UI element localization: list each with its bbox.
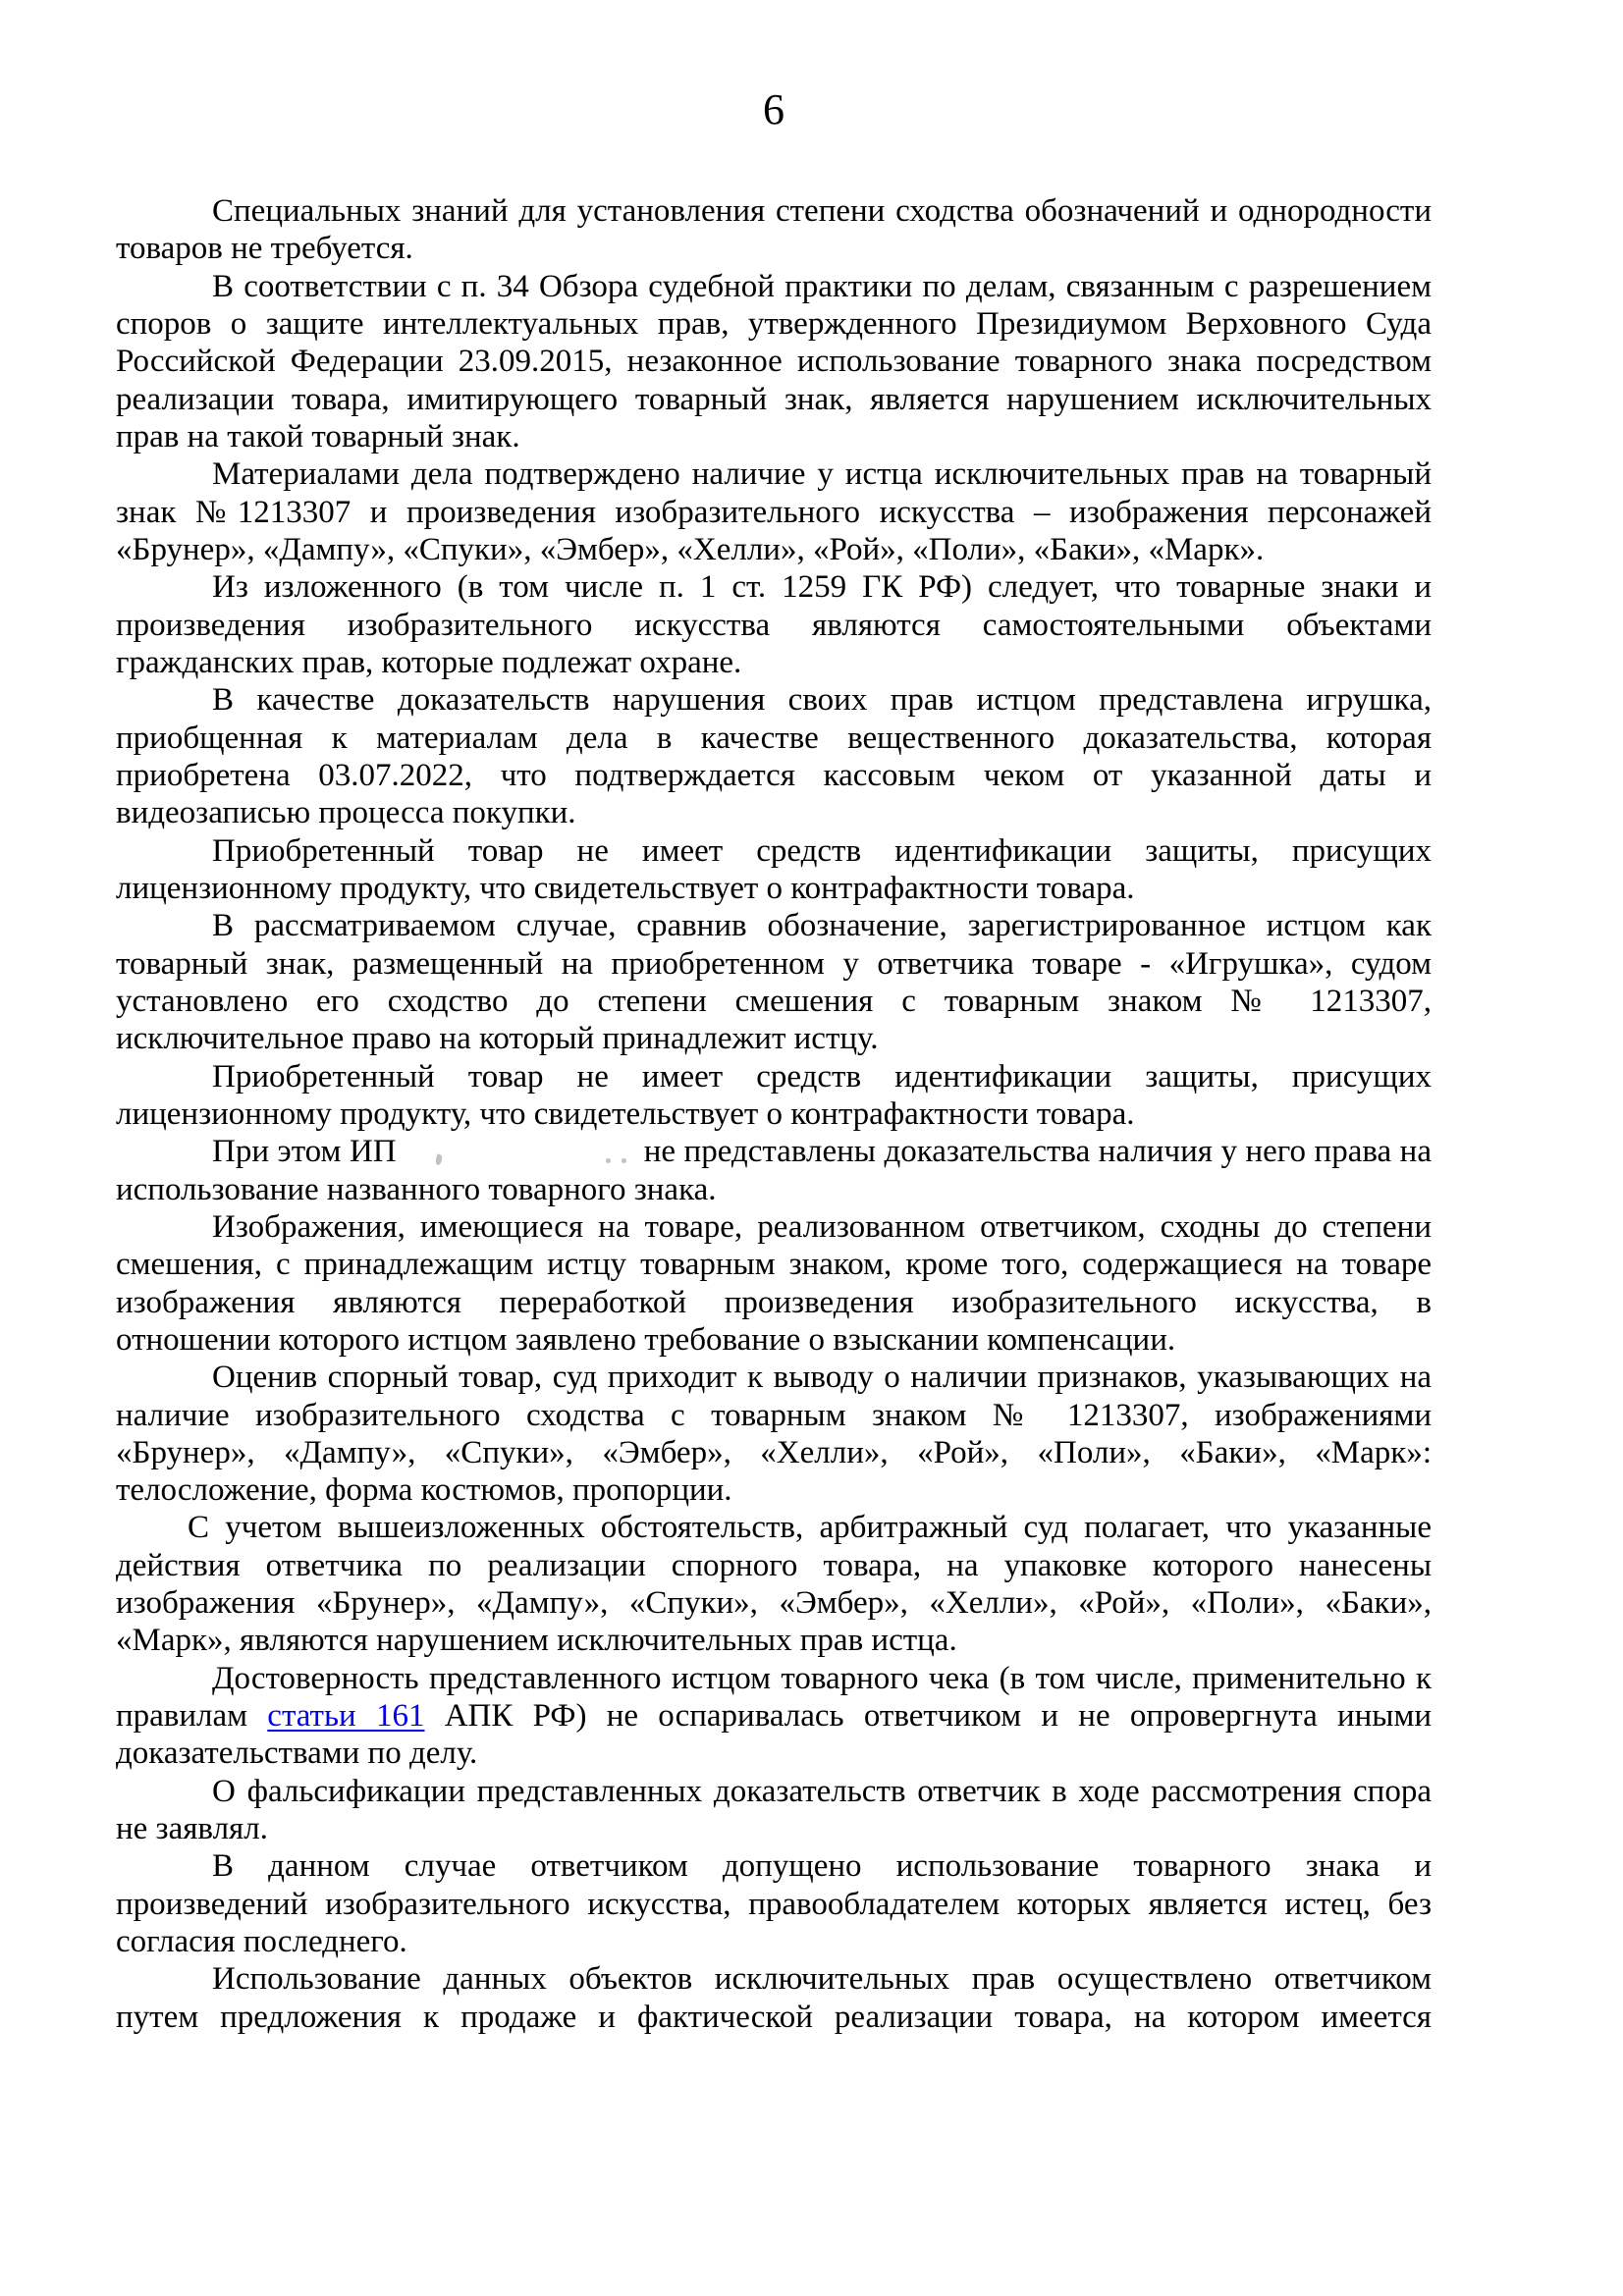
text-line: приобщенная к материалам дела в качестве вещественного доказательства, которая [116, 720, 1432, 756]
paragraph [116, 1133, 1432, 1208]
paragraph [116, 1773, 1432, 1848]
paragraph [116, 1960, 1432, 2036]
text-line: реализации товара, имитирующего товарный знак, является нарушением исключительных [116, 381, 1432, 417]
text-line: споров о защите интеллектуальных прав, утвержденного Президиумом Верховного Суда [116, 305, 1432, 342]
text-line: В рассматриваемом случае, сравнив обозначение, зарегистрированное истцом как [212, 908, 1432, 944]
text-line: наличие изобразительного сходства с товарным знаком № 1213307, изображениями [116, 1397, 1432, 1433]
text-line: изображения являются переработкой произведения изобразительного искусства, в [116, 1284, 1432, 1320]
text-line: изображения «Брунер», «Дампу», «Спуки», «Эмбер», «Хелли», «Рой», «Поли», «Баки», [116, 1585, 1432, 1622]
text-line: приобретена 03.07.2022, что подтверждается кассовым чеком от указанной даты и [116, 757, 1432, 793]
text-line: исключительное право на который принадлежит истцу. [116, 1021, 879, 1057]
text-line: Изображения, имеющиеся на товаре, реализованном ответчиком, сходны до степени [212, 1208, 1432, 1245]
text-line: Специальных знаний для установления степени сходства обозначений и однородности [212, 193, 1432, 229]
text-line: прав на такой товарный знак. [116, 418, 520, 454]
text-line: Приобретенный товар не имеет средств идентификации защиты, присущих [212, 1058, 1432, 1095]
text-line: В соответствии с п. 34 Обзора судебной практики по делам, связанным с разрешением [212, 268, 1432, 304]
text-line: При этом ИП не представлены доказательства наличия у него права на [212, 1134, 1432, 1170]
text-line: установлено его сходство до степени смешения с товарным знаком № 1213307, [116, 983, 1432, 1019]
text-line: использование названного товарного знака. [116, 1171, 717, 1207]
text-line: Приобретенный товар не имеет средств идентификации защиты, присущих [212, 832, 1432, 869]
text-line: С учетом вышеизложенных обстоятельств, арбитражный суд полагает, что указанные [188, 1510, 1432, 1546]
text-line: правилам статьи 161 АПК РФ) не оспаривалась ответчиком и не опровергнута иными [116, 1698, 1433, 1735]
text-line: «Брунер», «Дампу», «Спуки», «Эмбер», «Хелли», «Рой», «Поли», «Баки», «Марк»: [116, 1434, 1432, 1470]
text-line: Достоверность представленного истцом товарного чека (в том числе, применительно к [212, 1660, 1432, 1696]
link-statya-161-apk[interactable]: статьи 161 [267, 1698, 425, 1735]
text-line: видеозаписью процесса покупки. [116, 795, 576, 831]
paragraph [116, 568, 1432, 681]
paragraph [116, 1660, 1432, 1773]
text-line: «Марк», являются нарушением исключительных прав истца. [116, 1623, 957, 1659]
text-line: знак №1213307 и произведения изобразительного искусства – изображения персонажей [116, 494, 1432, 530]
text-line: согласия последнего. [116, 1924, 407, 1960]
text-line: не заявлял. [116, 1811, 268, 1847]
redacted-entrepreneur-name [405, 1136, 635, 1161]
text-line: Российской Федерации 23.09.2015, незаконное использование товарного знака посредством [116, 344, 1432, 380]
text-line: Из изложенного (в том числе п. 1 ст. 1259 ГК РФ) следует, что товарные знаки и [212, 569, 1432, 606]
paragraph [116, 192, 1432, 268]
text-line: лицензионному продукту, что свидетельствует о контрафактности товара. [116, 870, 1135, 906]
paragraph [116, 907, 1432, 1057]
text-line: доказательствами по делу. [116, 1735, 478, 1772]
paragraph [116, 681, 1432, 831]
text-line: товарный знак, размещенный на приобретенном у ответчика товаре - «Игрушка», судом [116, 945, 1432, 982]
text-line: отношении которого истцом заявлено требование о взыскании компенсации. [116, 1321, 1176, 1358]
paragraph [116, 455, 1432, 568]
text-line: произведений изобразительного искусства, правообладателем которых является истец, без [116, 1886, 1432, 1922]
paragraph [116, 1359, 1432, 1509]
text-line: В качестве доказательств нарушения своих прав истцом представлена игрушка, [212, 682, 1432, 719]
document-body [116, 192, 1432, 2036]
text-line: «Брунер», «Дампу», «Спуки», «Эмбер», «Хелли», «Рой», «Поли», «Баки», «Марк». [116, 531, 1265, 567]
text-line: О фальсификации представленных доказательств ответчик в ходе рассмотрения спора [212, 1773, 1432, 1809]
paragraph [116, 1058, 1432, 1134]
text-line: произведения изобразительного искусства являются самостоятельными объектами [116, 607, 1432, 643]
text-line: смешения, с принадлежащим истцу товарным знаком, кроме того, содержащиеся на товаре [116, 1247, 1432, 1283]
page-number: 6 [763, 85, 784, 133]
text-line: телосложение, форма костюмов, пропорции. [116, 1472, 732, 1509]
paragraph [116, 832, 1432, 908]
text-line: Материалами дела подтверждено наличие у истца исключительных прав на товарный [212, 456, 1432, 493]
paragraph [116, 1847, 1432, 1960]
text-line: лицензионному продукту, что свидетельствует о контрафактности товара. [116, 1095, 1135, 1132]
text-line: В данном случае ответчиком допущено использование товарного знака и [212, 1848, 1432, 1885]
paragraph [116, 268, 1432, 456]
text-line: Использование данных объектов исключительных прав осуществлено ответчиком [212, 1961, 1432, 1998]
paragraph [116, 1208, 1432, 1359]
text-line: гражданских прав, которые подлежат охране. [116, 644, 742, 680]
text-line: товаров не требуется. [116, 231, 413, 267]
text-line: действия ответчика по реализации спорного товара, на упаковке которого нанесены [116, 1547, 1432, 1583]
paragraph [116, 1509, 1432, 1659]
text-line: путем предложения к продаже и фактической реализации товара, на котором имеется [116, 1999, 1432, 2035]
text-line: Оценив спорный товар, суд приходит к выводу о наличии признаков, указывающих на [212, 1360, 1432, 1396]
